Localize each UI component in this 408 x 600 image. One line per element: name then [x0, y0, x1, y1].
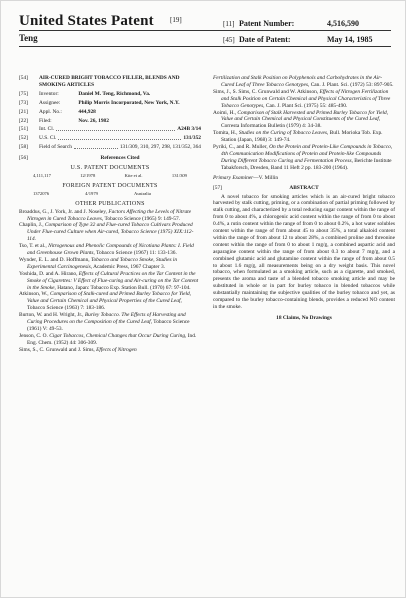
- field-code: [75]: [19, 90, 28, 97]
- publication-entry: Sims, J., S. Sims, C. Grunwald and W. Atkinson, Effects of Nitrogen Fertilization and Stalk Position on Certain Chemical and Physical Characteristics of Three Tobacco Genotypes, Can. J. Plant Sci. (1975) 55: 485-490.: [213, 88, 391, 109]
- publication-entry: Yoshida, D. and A. Hirano, Effects of Cultural Practices on the Tar Content in the Smoke of Cigarettes: V Effect of Flue-curing and Air-curing on the Tar Content in the Smoke, Hatano, Japan: Tobacco Exp. Station Bull. (1970) 67: 97-104.: [19, 270, 199, 291]
- patent-number-label: Patent Number:: [239, 19, 295, 28]
- reference-cell: 12/1978: [80, 172, 96, 178]
- assignee-value: Philip Morris Incorporated, New York, N.Y.: [78, 99, 180, 106]
- foreign-docs-list: [19, 191, 201, 198]
- publication-entry: Jenson, C. O. Cigar Tobaccos, Chemical Changes that Occur During Curing, Ind. Eng. Chem. (1952) 44: 306-309.: [19, 332, 197, 346]
- appl-value: 444,928: [78, 108, 96, 115]
- publication-entry: Pyriki, C., and R. Muller, On the Protein and Protein-Like Compounds in Tobacco, 4th Communication Modifications of Protein and Protein-like Compounds During Different Tobacco Curing and Fermentation Process, Berichte Institute Tabakforsch, Dresden, Band 11 Heft 2 pp. 183-200 (1964).: [213, 144, 393, 171]
- date-row: [223, 35, 373, 44]
- field-code: [51]: [19, 126, 28, 133]
- field-code: [56]: [19, 155, 28, 162]
- publication-entry: Broaddus, G., J. York, Jr. and J. Noseley, Factors Affecting the Levels of Nitrate Nitrogen in Cured Tobacco Leaves, Tobacco Science (1965) 9: 149-57.: [19, 208, 192, 222]
- field-label: Field of Search: [39, 144, 72, 151]
- us-docs-heading: U.S. PATENT DOCUMENTS: [70, 165, 150, 172]
- field-code: [22]: [19, 117, 28, 124]
- publication-entry: Wynder, E. L. and D. Hoffmann, Tobacco and Tobacco Smoke, Studies in Experimental Carcinogenesis, Academic Press, 1967 Chapter 3.: [19, 256, 178, 270]
- publication-entry: Tomita, H., Studies on the Curing of Tobacco Leaves, Bull. Morioka Tob. Exp. Station (Japan, 1968) 3: 149-74.: [213, 130, 383, 144]
- inventor-field: [19, 91, 201, 98]
- patent-date: May 14, 1985: [327, 35, 373, 44]
- intcl-value: A24B 3/14: [177, 126, 201, 133]
- uscl-value: 131/352: [183, 135, 201, 142]
- title-field: [19, 75, 201, 89]
- filed-value: Nov. 26, 1982: [78, 117, 109, 124]
- foreign-doc-row: [19, 191, 201, 198]
- reference-cell: Australia: [134, 190, 151, 196]
- abstract-heading-row: [213, 185, 395, 192]
- date-code: [45]: [223, 36, 235, 44]
- invention-title: AIR-CURED BRIGHT TOBACCO FILLER, BLENDS AND SMOKING ARTICLES: [39, 75, 180, 88]
- inventor-value: Daniel M. Teng, Richmond, Va.: [78, 90, 151, 97]
- reference-cell: 4/1979: [85, 190, 98, 196]
- foreign-docs-heading: FOREIGN PATENT DOCUMENTS: [62, 182, 158, 189]
- publication-entry: Chaplin, J., Comparison of Type 32 and Flue-cured Tobacco Cultivars Produced Under Flue-cured Culture when Air-cured, Tobacco Science (1975) XIX:112-114.: [19, 222, 194, 243]
- uscl-field: [19, 135, 201, 142]
- other-publications-heading: OTHER PUBLICATIONS: [75, 200, 145, 207]
- assignee-field: [19, 100, 201, 107]
- publication-entry: Atkinson, W., Comparison of Stalk-cured and Primed Burley Tobacco for Yield, Value and Certain Chemical and Physical Properties of the Cured Leaf, Tobacco Science (1963) 7: 183-186.: [19, 291, 192, 312]
- examiner-name: V. Millin: [258, 174, 279, 181]
- field-label: Filed:: [39, 117, 52, 124]
- field-code: [52]: [19, 135, 28, 142]
- references-heading: References Cited: [100, 155, 140, 162]
- field-label: Inventor:: [39, 90, 59, 97]
- right-column: [213, 75, 395, 322]
- reference-cell: 4,111,117: [33, 172, 51, 178]
- filed-field: [19, 118, 201, 125]
- references-field: [19, 155, 201, 162]
- patent-number-code: [11]: [223, 20, 235, 28]
- field-code: [54]: [19, 75, 28, 81]
- left-column: [19, 75, 201, 354]
- examiner: Primary Examiner—V. Millin: [213, 174, 279, 181]
- field-code: [58]: [19, 144, 28, 151]
- inventor-surname: Teng: [19, 33, 38, 43]
- field-code: [57]: [213, 184, 222, 191]
- patent-header: [19, 13, 391, 73]
- title-code: [19]: [170, 16, 182, 24]
- publication-entry: Burton, W. and H. Wright, Jr., Burley Tobacco. The Effects of Harvesting and Curing Procedures on the Composition of the Cured Leaf, Tobacco Science (1961) V: 49-53.: [19, 312, 190, 332]
- examiner-label: Primary Examiner: [213, 174, 254, 181]
- publication-entry: Aoimi, H., Comparison of Stalk Harvested and Primed Burley Tobacco for Yield, Value and Certain Chemical and Physical Constituents of the Cured Leaf, Corresta Information Bulletin (1979) 4: 34-38.: [213, 109, 389, 130]
- field-code: [21]: [19, 108, 28, 115]
- publication-entry: Fertilization and Stalk Position on Polyphenols and Carbohydrates in the Air-Cured Leaf of Three Tobacco Genotypes, Can. J. Plant. Sci. (1972) 53: 897-905.: [213, 75, 394, 88]
- field-label: Int. Cl.: [39, 126, 55, 133]
- field-code: [73]: [19, 99, 28, 106]
- field-label: U.S. Cl.: [39, 135, 57, 142]
- field-label: Assignee:: [39, 99, 61, 106]
- us-doc-row: [19, 173, 201, 180]
- header-rule-top: [19, 30, 391, 31]
- reference-cell: Kite et al.: [124, 172, 143, 178]
- publications-right: [213, 75, 395, 172]
- us-docs-list: [19, 173, 201, 180]
- abstract-text: A novel tobacco for smoking articles which is an air-cured bright tobacco harvested by stalk cutting, priming, or a combination of partial priming followed by stalk cutting, and characterized by a total reducing sugar content within the range of from 0 to about 4%, a chlorogenic acid content within the range of from 0 to about 0.4%, a rutin content within the range of from 0 to about 0.2%, a hot water solubles content within the range of from about 45 to about 35%, a total alkaloid content within the range of from about 12 to about 28%, a combined proline and threonine content within the range of from 0 to about 1 mg/g, a combined aspartic acid and asparagine content within the range of from about 0.3 to about 7 mg/g, and a combined glutamic acid and glutamine content within the range of from about 0.5 to about 1.6 mg/g, all measurements being on a dry weight basis. This novel tobacco, when formulated as a smoking article, such as a cigarette, and smoked, presents the aroma and taste of a blended tobacco smoking article and may be substituted in whole or in part for burley tobacco in blended tobaccos while substantially maintaining the subjective qualities of the burley tobacco and yet, as compared to the burley tobacco-containing blends, provides a reduced NO content in the smoke.: [213, 193, 395, 310]
- publication-entry: Sims, S., C. Grunwald and J. Sims, Effects of Nitrogen: [19, 346, 137, 353]
- patent-number: 4,516,590: [327, 19, 359, 28]
- claims-count: 18 Claims, No Drawings: [276, 314, 332, 321]
- field-label: Appl. No.:: [39, 108, 62, 115]
- reference-cell: 1372076: [33, 190, 50, 196]
- header-rule-bottom: [19, 46, 391, 47]
- date-label: Date of Patent:: [239, 35, 291, 44]
- patent-title: United States Patent: [19, 13, 154, 29]
- intcl-field: [19, 126, 201, 133]
- fos-value: 131/309, 310, 297, 298, 131/352, 364: [119, 144, 201, 151]
- abstract-heading: ABSTRACT: [289, 184, 319, 191]
- publication-entry: Tso, T. et al., Nitrogenous and Phenolic Compounds of Nicotiana Plants: I. Field and Greenhouse Grown Plants, Tobacco Science (1967) 11: 133-136.: [19, 243, 194, 257]
- publications-left: [19, 209, 201, 354]
- reference-cell: 131/309: [171, 172, 187, 178]
- fos-field: [19, 144, 201, 151]
- patent-number-row: [223, 19, 359, 28]
- appl-field: [19, 109, 201, 116]
